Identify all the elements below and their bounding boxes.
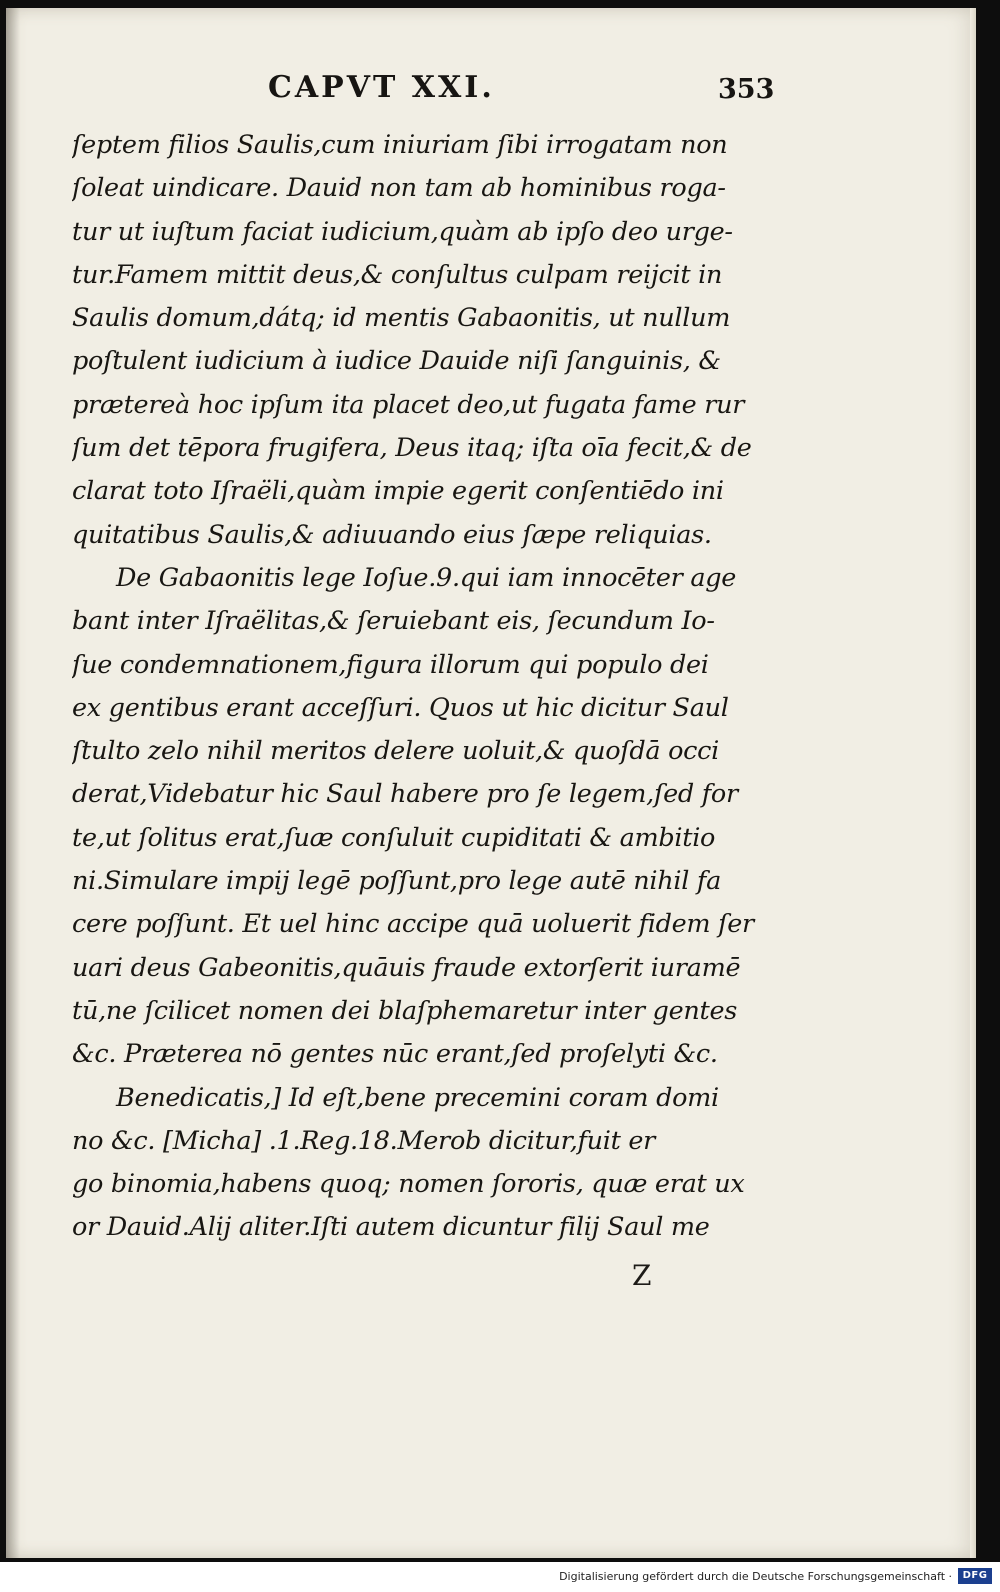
book-page: [6, 8, 976, 1558]
text-line: prætereà hoc ipſum ita placet deo,ut fugata fame rur: [72, 389, 745, 420]
text-line: quitatibus Saulis,& adiuuando eius ſæpe reliquias.: [72, 519, 712, 550]
page-number: 353: [718, 74, 775, 105]
text-line: clarat toto Iſraëli,quàm impie egerit conſentiēdo ini: [72, 476, 724, 507]
page-edge: [970, 8, 976, 1558]
digitization-footer: [0, 1562, 1000, 1592]
text-line: uari deus Gabeonitis,quāuis fraude extorſerit iuramē: [72, 952, 741, 983]
paragraph-start-line: De Gabaonitis lege Ioſue.9.qui iam innocēter age: [116, 562, 737, 593]
dfg-logo-icon: DFG: [958, 1568, 992, 1584]
text-line: ſtulto zelo nihil meritos delere uoluit,& quoſdā occi: [72, 736, 719, 767]
spine-shadow: [6, 8, 20, 1558]
text-line: tur ut iuſtum faciat iudicium,quàm ab ipſo deo urge-: [72, 216, 733, 247]
text-line: tū,ne ſcilicet nomen dei blaſphemaretur inter gentes: [72, 995, 738, 1026]
text-line: tur.Famem mittit deus,& conſultus culpam reijcit in: [72, 259, 723, 290]
text-line: te,ut ſolitus erat,ſuæ conſuluit cupiditati & ambitio: [72, 822, 716, 853]
text-line: go binomia,habens quoq; nomen ſororis, quæ erat ux: [72, 1169, 745, 1200]
paragraph-start-line: Benedicatis,] Id eſt,bene precemini coram domi: [116, 1082, 719, 1113]
text-line: cere poſſunt. Et uel hinc accipe quā uoluerit fidem ſer: [72, 909, 754, 940]
text-line: ſue condemnationem,figura illorum qui populo dei: [72, 649, 709, 680]
text-line: ſoleat uindicare. Dauid non tam ab hominibus roga-: [72, 173, 726, 204]
text-line: &c. Præterea nō gentes nūc erant,ſed proſelyti &c.: [72, 1039, 718, 1070]
text-line: Saulis domum,dátq; id mentis Gabaonitis, ut nullum: [72, 303, 731, 334]
text-line: ex gentibus erant acceſſuri. Quos ut hic dicitur Saul: [72, 692, 729, 723]
text-line: derat,Videbatur hic Saul habere pro ſe legem,ſed for: [72, 779, 738, 810]
text-line: poſtulent iudicium à iudice Dauide niſi ſanguinis, &: [72, 346, 721, 377]
signature-mark: Z: [632, 1259, 652, 1292]
running-head: CAPVT XXI.: [268, 70, 495, 105]
funding-credit: Digitalisierung gefördert durch die Deutsche Forschungsgemeinschaft ·: [559, 1570, 952, 1583]
text-line: no &c. [Micha] .1.Reg.18.Merob dicitur,fuit er: [72, 1125, 656, 1156]
text-line: ſum det tēpora frugifera, Deus itaq; iſta oīa fecit,& de: [72, 433, 752, 464]
text-line: bant inter Iſraëlitas,& ſeruiebant eis, ſecundum Io-: [72, 606, 715, 637]
text-line: ſeptem filios Saulis,cum iniuriam ſibi irrogatam non: [72, 130, 728, 160]
body-text: [72, 124, 772, 1250]
text-line: ni.Simulare impij legē poſſunt,pro lege autē nihil fa: [72, 866, 721, 897]
page-header: [6, 70, 976, 110]
text-line: or Dauid.Alij aliter.Iſti autem dicuntur filij Saul me: [72, 1212, 710, 1243]
